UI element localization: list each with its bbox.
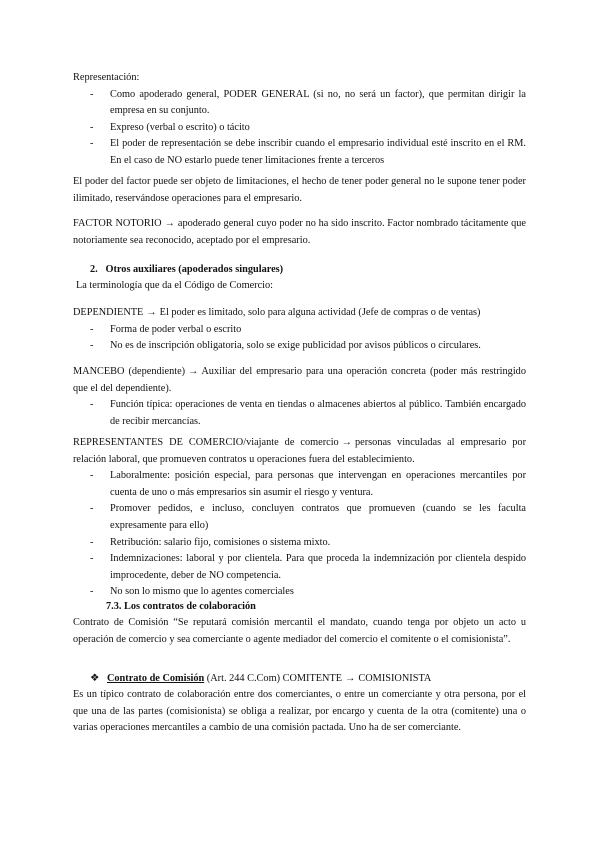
list-item: - Retribución: salario fijo, comisiones o sistema mixto.	[90, 536, 331, 548]
list-item: - No es de inscripción obligatoria, solo se exige publicidad por avisos públicos o circulares.	[90, 340, 481, 352]
list-item: - No son lo mismo que lo agentes comerciales	[90, 586, 294, 598]
list-item: - Laboralmente: posición especial, para personas que intervengan en operaciones mercantiles por cuenta de uno o más empresarios sin asumir el riesgo y ventura.	[90, 470, 526, 498]
paragraph-contrato-comision-def: Contrato de Comisión “Se reputará comisión mercantil el mandato, cuando tenga por objeto un acto u operación de comercio y sea comerciante o agente mediador del comercio el comitente o el comisionista”.	[73, 617, 526, 645]
paragraph-limitaciones: El poder del factor puede ser objeto de limitaciones, el hecho de tener poder general no le supone tener poder ilimitado, reservándose operaciones para el empresario.	[73, 176, 526, 204]
mancebo-line: MANCEBO (dependiente) → Auxiliar del empresario para una operación concreta (poder más restringido que el del dependiente).	[73, 366, 526, 394]
dependiente-line: DEPENDIENTE → El poder es limitado, solo para alguna actividad (Jefe de compras o de ventas)	[73, 307, 481, 318]
arrow-icon: →	[164, 218, 175, 229]
comision-heading: ❖ Contrato de Comisión (Art. 244 C.Com) COMITENTE → COMISIONISTA	[90, 673, 432, 684]
arrow-icon: →	[146, 307, 157, 318]
section-heading-contratos: 7.3. Los contratos de colaboración	[106, 601, 256, 612]
list-item: - Función típica: operaciones de venta en tiendas o almacenes abiertos al público. También encargado de recibir mercancías.	[90, 399, 526, 427]
mancebo-list	[73, 397, 526, 430]
list-item: - Indemnizaciones: laboral y por clientela. Para que proceda la indemnización por clientela despido improcedente, deber de NO competencia.	[90, 553, 526, 581]
section-mancebo	[73, 364, 526, 430]
comision-title: Contrato de Comisión	[106, 673, 205, 684]
term-dependiente: DEPENDIENTE	[73, 307, 144, 318]
dependiente-list	[73, 322, 526, 355]
arrow-icon: →	[345, 673, 356, 684]
representantes-list	[73, 468, 526, 601]
paragraph-factor-notorio: FACTOR NOTORIO → apoderado general cuyo poder no ha sido inscrito. Factor nombrado tácitamente que notoriamente sea reconocido, aceptado por el empresario.	[73, 218, 526, 246]
section-dependiente	[73, 305, 526, 355]
arrow-icon: →	[188, 366, 199, 377]
term-mancebo: MANCEBO (dependiente)	[73, 366, 186, 377]
paragraph-comision: Es un típico contrato de colaboración entre dos comerciantes, o entre un comerciante y otra persona, por el que una de las partes (comisionista) se obliga a realizar, por encargo y cuenta de la otra (comitente) una o varias operaciones mercantiles a cambio de una comisión pactada. Uno ha de ser comerciante.	[73, 689, 526, 734]
diamond-bullet-icon: ❖	[90, 673, 100, 684]
section-representacion	[73, 70, 526, 170]
term-representantes: REPRESENTANTES DE COMERCIO/viajante de comercio	[73, 437, 339, 448]
section-representantes	[73, 435, 526, 601]
arrow-icon: →	[341, 437, 353, 448]
term-factor-notorio: FACTOR NOTORIO	[73, 218, 162, 229]
list-item: - Promover pedidos, e incluso, concluyen contratos que promueven (cuando se les faculta expresamente para ello)	[90, 503, 526, 531]
section-heading-otros-auxiliares: 2. Otros auxiliares (apoderados singulares)	[90, 264, 284, 275]
list-item: - Expreso (verbal o escrito) o tácito	[90, 121, 250, 133]
list-item: - El poder de representación se debe inscribir cuando el empresario individual esté inscrito en el RM. En el caso de NO estarlo puede tener limitaciones frente a terceros	[90, 138, 526, 166]
section-intro: La terminología que da el Código de Comercio:	[76, 280, 274, 291]
representacion-list	[73, 87, 526, 170]
list-item: - Forma de poder verbal o escrito	[90, 323, 242, 335]
list-item: - Como apoderado general, PODER GENERAL (si no, no será un factor), que permitan dirigir la empresa en su conjunto.	[90, 88, 526, 117]
section-title: Representación:	[73, 72, 140, 83]
representantes-line: REPRESENTANTES DE COMERCIO/viajante de comercio → personas vinculadas al empresario por relación laboral, que promueven contratos u operaciones fuera del establecimiento.	[73, 437, 526, 465]
